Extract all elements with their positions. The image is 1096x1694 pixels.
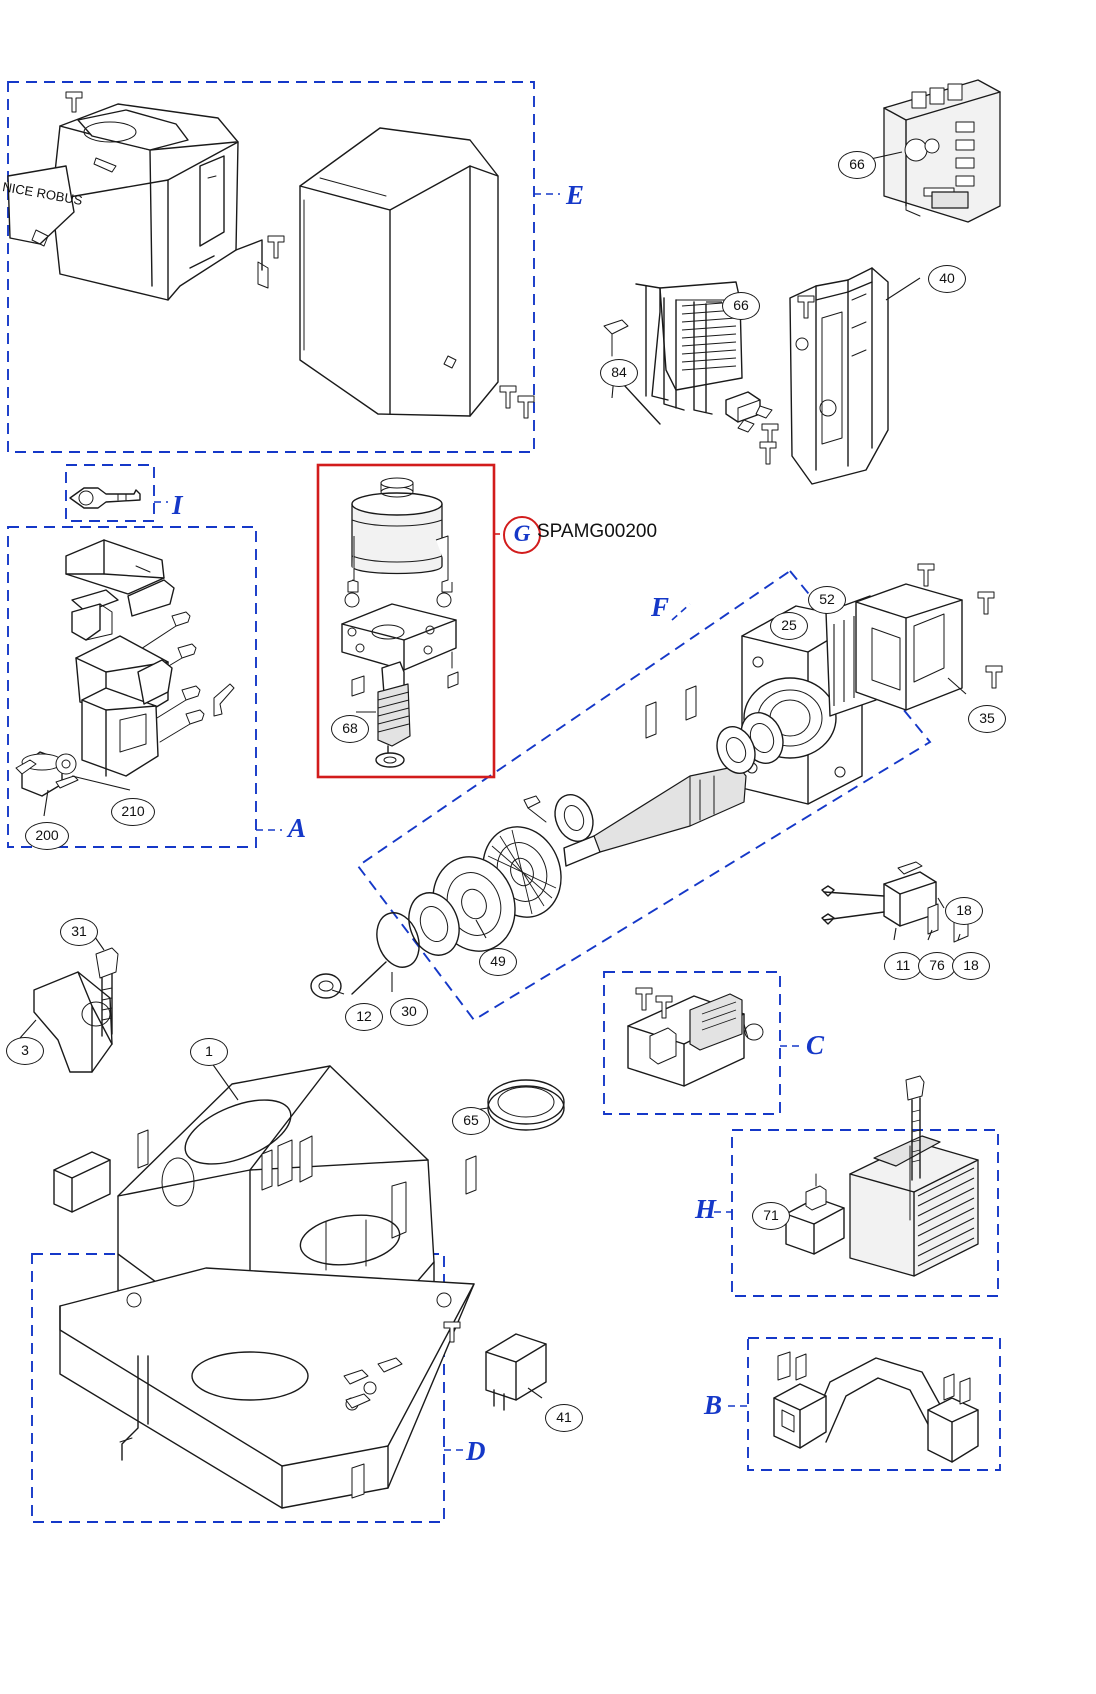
callout-66-cable: 66 [722, 292, 760, 320]
group-label-E: E [566, 180, 585, 210]
callout-3: 3 [6, 1037, 44, 1065]
callout-65: 65 [452, 1107, 490, 1135]
callout-76: 76 [918, 952, 956, 980]
callout-41: 41 [545, 1404, 583, 1432]
callout-31: 31 [60, 918, 98, 946]
callout-25: 25 [770, 612, 808, 640]
callout-84: 84 [600, 359, 638, 387]
cover-brand-text: NICE ROBUS [1, 179, 84, 208]
callout-18-lower: 18 [952, 952, 990, 980]
callout-35: 35 [968, 705, 1006, 733]
callout-68: 68 [331, 715, 369, 743]
group-label-A: A [288, 813, 307, 843]
callout-18-upper: 18 [945, 897, 983, 925]
group-label-G: G [503, 516, 541, 554]
callout-12: 12 [345, 1003, 383, 1031]
callout-66-board: 66 [838, 151, 876, 179]
group-label-D: D [466, 1436, 486, 1466]
callout-200: 200 [25, 822, 69, 850]
group-label-C: C [806, 1030, 825, 1060]
callout-71: 71 [752, 1202, 790, 1230]
group-label-H: H [695, 1194, 717, 1224]
callout-1: 1 [190, 1038, 228, 1066]
callout-11: 11 [884, 952, 922, 980]
callout-52: 52 [808, 586, 846, 614]
callout-49: 49 [479, 948, 517, 976]
group-label-I: I [172, 490, 183, 520]
callout-40: 40 [928, 265, 966, 293]
callout-210: 210 [111, 798, 155, 826]
highlight-part-code: SPAMG00200 [537, 521, 658, 542]
group-label-F: F [651, 592, 670, 622]
group-label-B: B [704, 1390, 723, 1420]
callout-30: 30 [390, 998, 428, 1026]
